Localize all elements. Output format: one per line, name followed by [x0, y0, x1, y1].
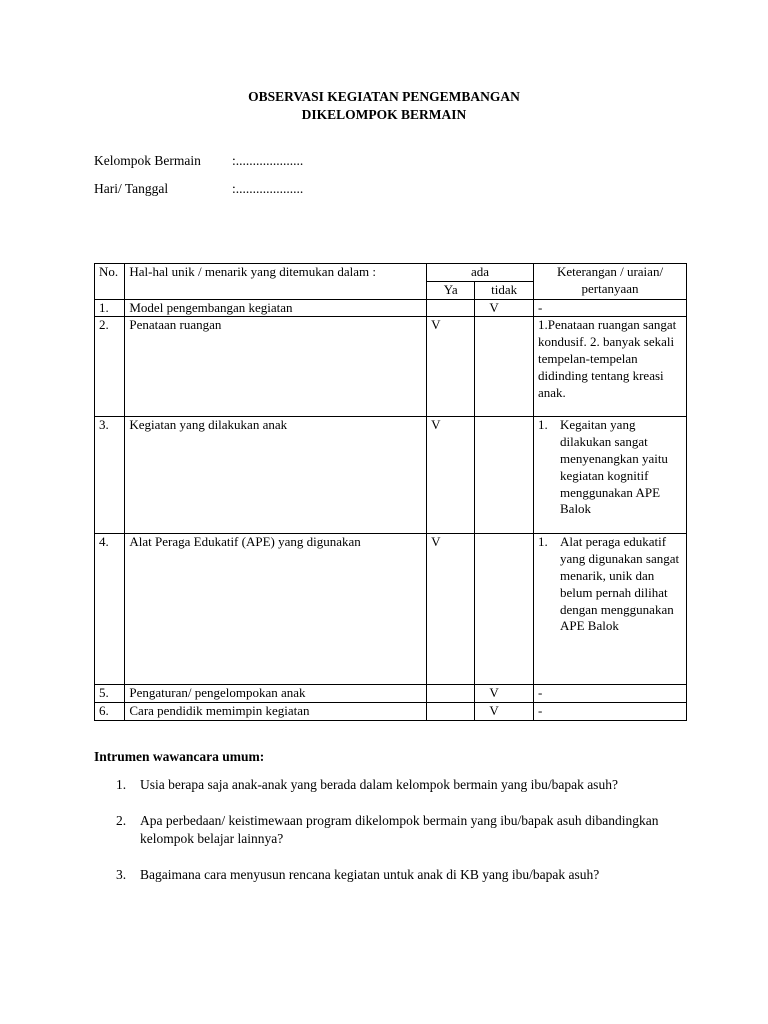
question-number: 3.: [116, 867, 127, 882]
table-row: [95, 417, 687, 534]
row-item: Cara pendidik memimpin kegiatan: [125, 703, 427, 721]
row-ya: V: [427, 534, 475, 685]
list-item: [94, 866, 684, 884]
table-header-row: [95, 264, 687, 282]
table-row: [95, 534, 687, 685]
row-tidak: V: [475, 299, 534, 317]
table-row: [95, 299, 687, 317]
table-row: [95, 317, 687, 417]
field-kelompok-bermain: [94, 152, 303, 170]
list-text: Kegaitan yang dilakukan sangat menyenangkan yaitu kegiatan kognitif menggunakan APE Balok: [560, 417, 668, 517]
header-tidak: tidak: [475, 281, 534, 299]
interview-section-title: Intrumen wawancara umum:: [94, 749, 265, 764]
field-value: :....................: [232, 153, 304, 168]
row-item: Alat Peraga Edukatif (APE) yang digunakan: [125, 534, 427, 685]
row-ya: [427, 299, 475, 317]
row-no: 2.: [95, 317, 125, 417]
table-row: [95, 703, 687, 721]
list-item: [94, 812, 684, 848]
row-tidak: [475, 417, 534, 534]
header-ya: Ya: [427, 281, 475, 299]
row-no: 4.: [95, 534, 125, 685]
row-tidak: [475, 534, 534, 685]
header-item: Hal-hal unik / menarik yang ditemukan dalam :: [125, 264, 427, 300]
list-number: 1.: [538, 534, 548, 550]
observation-table: [94, 263, 687, 721]
row-ya: V: [427, 417, 475, 534]
row-item: Kegiatan yang dilakukan anak: [125, 417, 427, 534]
field-label: Hari/ Tanggal: [94, 181, 169, 196]
row-no: 3.: [95, 417, 125, 534]
header-no: No.: [95, 264, 125, 300]
row-ya: [427, 703, 475, 721]
row-keterangan: -: [534, 299, 687, 317]
row-keterangan: [534, 417, 687, 534]
document-title-line1: OBSERVASI KEGIATAN PENGEMBANGAN: [248, 89, 520, 104]
row-keterangan: -: [534, 703, 687, 721]
field-value: :....................: [232, 181, 304, 196]
row-tidak: V: [475, 685, 534, 703]
document-title-line2: DIKELOMPOK BERMAIN: [301, 107, 467, 122]
list-number: 1.: [538, 417, 548, 433]
question-text: Apa perbedaan/ keistimewaan program dikelompok bermain yang ibu/bapak asuh dibandingkan kelompok belajar lainnya?: [140, 813, 659, 846]
row-ya: V: [427, 317, 475, 417]
row-item: Penataan ruangan: [125, 317, 427, 417]
field-label: Kelompok Bermain: [94, 153, 201, 168]
header-keterangan: Keterangan / uraian/ pertanyaan: [534, 264, 687, 300]
row-tidak: V: [475, 703, 534, 721]
header-ada: ada: [427, 264, 534, 282]
row-no: 6.: [95, 703, 125, 721]
row-keterangan: 1.Penataan ruangan sangat kondusif. 2. banyak sekali tempelan-tempelan didinding tentang kreasi anak.: [534, 317, 687, 417]
row-tidak: [475, 317, 534, 417]
field-hari-tanggal: [94, 180, 303, 198]
table-row: [95, 685, 687, 703]
row-keterangan: -: [534, 685, 687, 703]
question-number: 2.: [116, 813, 127, 828]
row-no: 1.: [95, 299, 125, 317]
question-text: Usia berapa saja anak-anak yang berada dalam kelompok bermain yang ibu/bapak asuh?: [140, 777, 618, 792]
row-ya: [427, 685, 475, 703]
row-no: 5.: [95, 685, 125, 703]
question-number: 1.: [116, 777, 127, 792]
row-item: Model pengembangan kegiatan: [125, 299, 427, 317]
row-item: Pengaturan/ pengelompokan anak: [125, 685, 427, 703]
list-item: [94, 776, 684, 794]
row-keterangan: [534, 534, 687, 685]
list-text: Alat peraga edukatif yang digunakan sangat menarik, unik dan belum pernah dilihat dengan menggunakan APE Balok: [560, 534, 680, 634]
question-text: Bagaimana cara menyusun rencana kegiatan untuk anak di KB yang ibu/bapak asuh?: [140, 867, 600, 882]
interview-question-list: [94, 776, 684, 902]
